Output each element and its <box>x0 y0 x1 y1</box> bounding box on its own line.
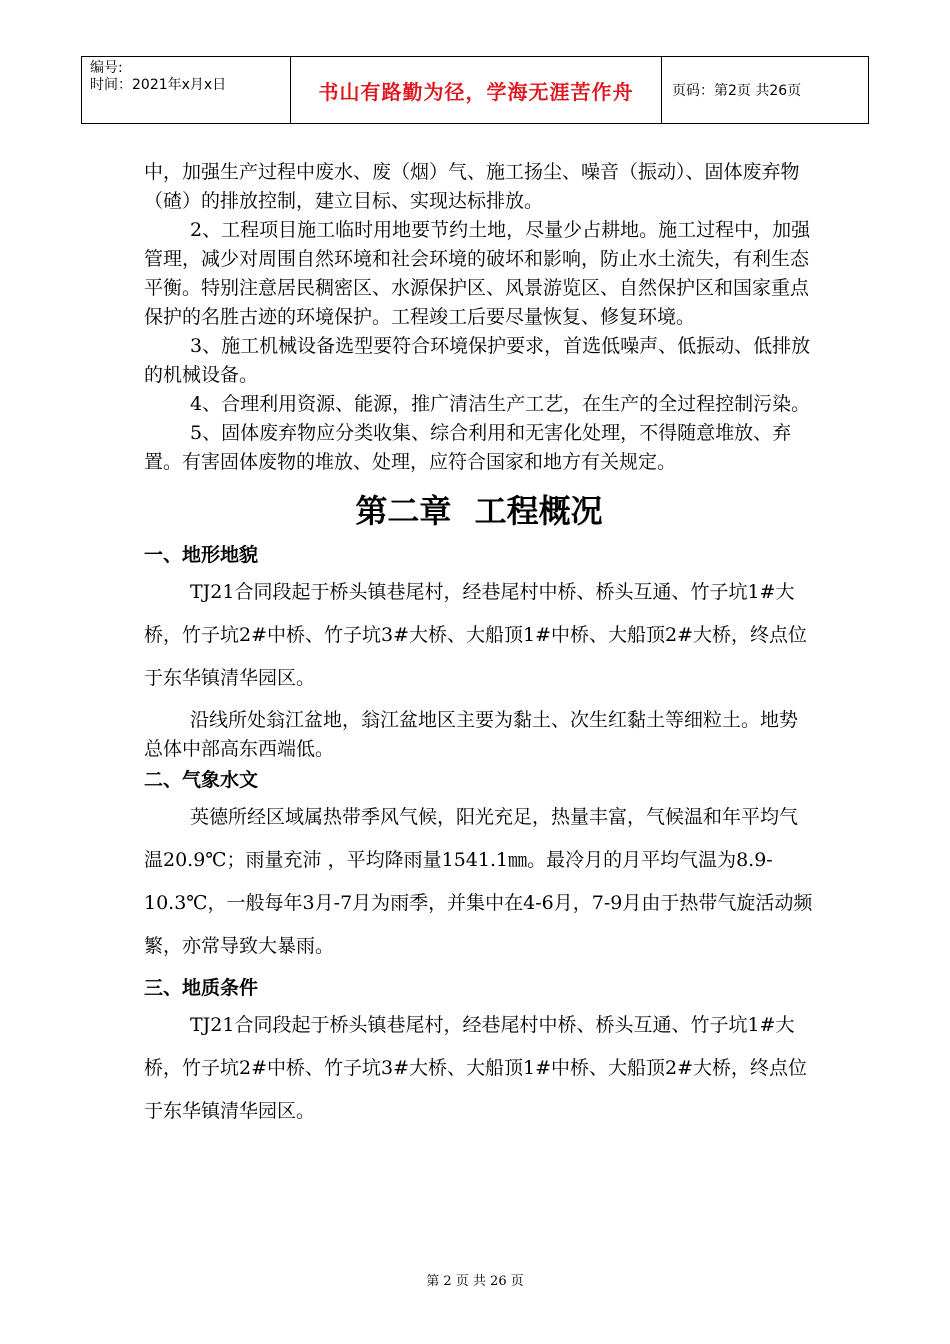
section-title-climate: 二、气象水文 <box>144 769 259 791</box>
header-page-cell <box>662 57 869 124</box>
paragraph-terrain-1: TJ21合同段起于桥头镇巷尾村，经巷尾村中桥、桥头互通、竹子坑1#大桥，竹子坑2#中桥、竹子坑3#大桥、大船顶1#中桥、大船顶2#大桥，终点位于东华镇清华园区。 <box>144 581 808 689</box>
paragraph-item-4: 4、合理利用资源、能源，推广清洁生产工艺，在生产的全过程控制污染。 <box>190 393 811 415</box>
header-motto: 书山有路勤为径，学海无涯苦作舟 <box>318 79 634 104</box>
paragraph-item-5: 5、固体废弃物应分类收集、综合利用和无害化处理，不得随意堆放、弃置。有害固体废物的堆放、处理，应符合国家和地方有关规定。 <box>144 422 792 473</box>
section-title-terrain: 一、地形地貌 <box>144 544 259 566</box>
document-body <box>144 158 814 1133</box>
paragraph-terrain-2: 沿线所处翁江盆地，翁江盆地区主要为黏土、次生红黏土等细粒土。地势总体中部高东西端低。 <box>144 709 799 760</box>
doc-number-label: 编号: <box>90 60 123 76</box>
paragraph-geology-1: TJ21合同段起于桥头镇巷尾村，经巷尾村中桥、桥头互通、竹子坑1#大桥，竹子坑2#中桥、竹子坑3#大桥、大船顶1#中桥、大船顶2#大桥，终点位于东华镇清华园区。 <box>144 1014 808 1122</box>
page-footer: 第 2 页 共 26 页 <box>426 1274 524 1289</box>
header-page-info: 页码：第2页 共26页 <box>672 83 802 99</box>
chapter-title: 第二章 工程概况 <box>355 492 603 530</box>
header-meta-cell <box>82 57 291 124</box>
paragraph-climate-1: 英德所经区域属热带季风气候，阳光充足，热量丰富，气候温和年平均气温20.9℃；雨量充沛 ，平均降雨量1541.1㎜。最冷月的月平均气温为8.9-10.3℃，一般每年3月-7月为雨季，并集中在4-6月，7-9月由于热带气旋活动频繁，亦常导致大暴雨。 <box>144 806 813 957</box>
doc-time-label: 时间：2021年x月x日 <box>90 77 227 93</box>
paragraph-continued: 中，加强生产过程中废水、废（烟）气、施工扬尘、噪音（振动）、固体废弃物（碴）的排放控制，建立目标、实现达标排放。 <box>144 161 800 212</box>
section-title-geology: 三、地质条件 <box>144 977 259 999</box>
paragraph-item-2: 2、工程项目施工临时用地要节约土地，尽量少占耕地。施工过程中，加强管理，减少对周围自然环境和社会环境的破坏和影响，防止水土流失，有利生态平衡。特别注意居民稠密区、水源保护区、风景游览区、自然保护区和国家重点保护的名胜古迹的环境保护。工程竣工后要尽量恢复、修复环境。 <box>144 219 811 328</box>
page-header <box>81 56 869 124</box>
paragraph-item-3: 3、施工机械设备选型要符合环境保护要求，首选低噪声、低振动、低排放的机械设备。 <box>144 335 811 386</box>
header-motto-cell <box>291 57 662 124</box>
